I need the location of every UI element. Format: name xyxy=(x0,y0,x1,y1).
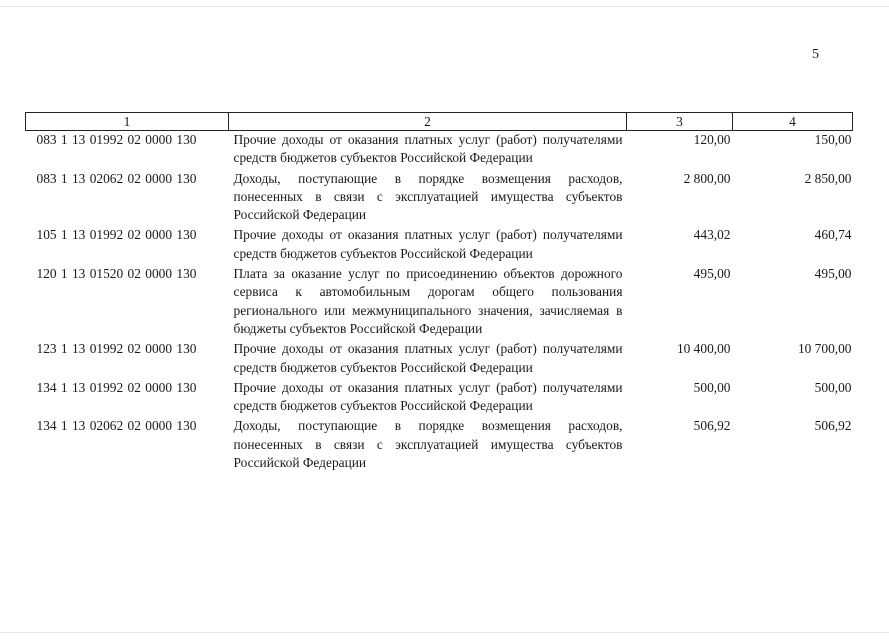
budget-code: 134 1 13 02062 02 0000 130 xyxy=(36,418,197,434)
table-row xyxy=(26,379,853,418)
budget-code: 120 1 13 01520 02 0000 130 xyxy=(36,266,197,282)
header-col-4: 4 xyxy=(733,113,853,131)
header-col-2: 2 xyxy=(229,113,627,131)
amount-col-4: 150,00 xyxy=(814,132,852,147)
header-col-3: 3 xyxy=(627,113,733,131)
amount-col-3: 495,00 xyxy=(693,266,731,282)
amount-col-4: 506,92 xyxy=(814,418,852,434)
revenue-name: Доходы, поступающие в порядке возмещения расходов, понесенных в связи с эксплуатацией имущества субъектов Российской Федерации xyxy=(233,418,623,471)
scan-edge-top xyxy=(0,6,889,7)
table-row xyxy=(26,131,853,170)
budget-code: 105 1 13 01992 02 0000 130 xyxy=(36,227,197,243)
header-col-1: 1 xyxy=(26,113,229,131)
scan-edge-bottom xyxy=(0,632,889,633)
revenue-name: Прочие доходы от оказания платных услуг (работ) получателями средств бюджетов субъектов Российской Федерации xyxy=(233,379,623,414)
amount-col-3: 120,00 xyxy=(693,132,731,147)
amount-col-4: 10 700,00 xyxy=(797,341,852,357)
budget-code: 134 1 13 01992 02 0000 130 xyxy=(36,379,197,395)
table-row xyxy=(26,226,853,265)
amount-col-3: 500,00 xyxy=(693,379,731,395)
revenue-name: Прочие доходы от оказания платных услуг (работ) получателями средств бюджетов субъектов Российской Федерации xyxy=(233,227,623,261)
revenue-name: Прочие доходы от оказания платных услуг (работ) получателями средств бюджетов субъектов Российской Федерации xyxy=(233,341,623,375)
table-row xyxy=(26,170,853,227)
table-header-row xyxy=(26,113,853,131)
amount-col-3: 10 400,00 xyxy=(676,341,731,357)
table-row xyxy=(26,417,853,474)
revenue-name: Прочие доходы от оказания платных услуг (работ) получателями средств бюджетов субъектов Российской Федерации xyxy=(233,132,623,166)
amount-col-3: 2 800,00 xyxy=(683,170,731,186)
amount-col-3: 443,02 xyxy=(693,227,731,243)
page-number: 5 xyxy=(812,47,819,62)
amount-col-4: 495,00 xyxy=(814,266,852,282)
amount-col-3: 506,92 xyxy=(693,418,731,434)
budget-code: 083 1 13 02062 02 0000 130 xyxy=(36,170,197,186)
revenue-name: Доходы, поступающие в порядке возмещения расходов, понесенных в связи с эксплуатацией имущества субъектов Российской Федерации xyxy=(233,170,623,223)
table-row xyxy=(26,265,853,340)
amount-col-4: 460,74 xyxy=(814,227,852,243)
revenue-table xyxy=(25,112,853,474)
budget-code: 083 1 13 01992 02 0000 130 xyxy=(36,132,197,147)
amount-col-4: 500,00 xyxy=(814,379,852,395)
budget-code: 123 1 13 01992 02 0000 130 xyxy=(36,341,197,357)
revenue-name: Плата за оказание услуг по присоединению объектов дорожного сервиса к автомобильным дорогам общего пользования регионального или межмуниципального значения, зачисляемая в бюджеты субъектов Российской Федерации xyxy=(233,266,623,336)
table-row xyxy=(26,340,853,379)
amount-col-4: 2 850,00 xyxy=(804,170,852,186)
